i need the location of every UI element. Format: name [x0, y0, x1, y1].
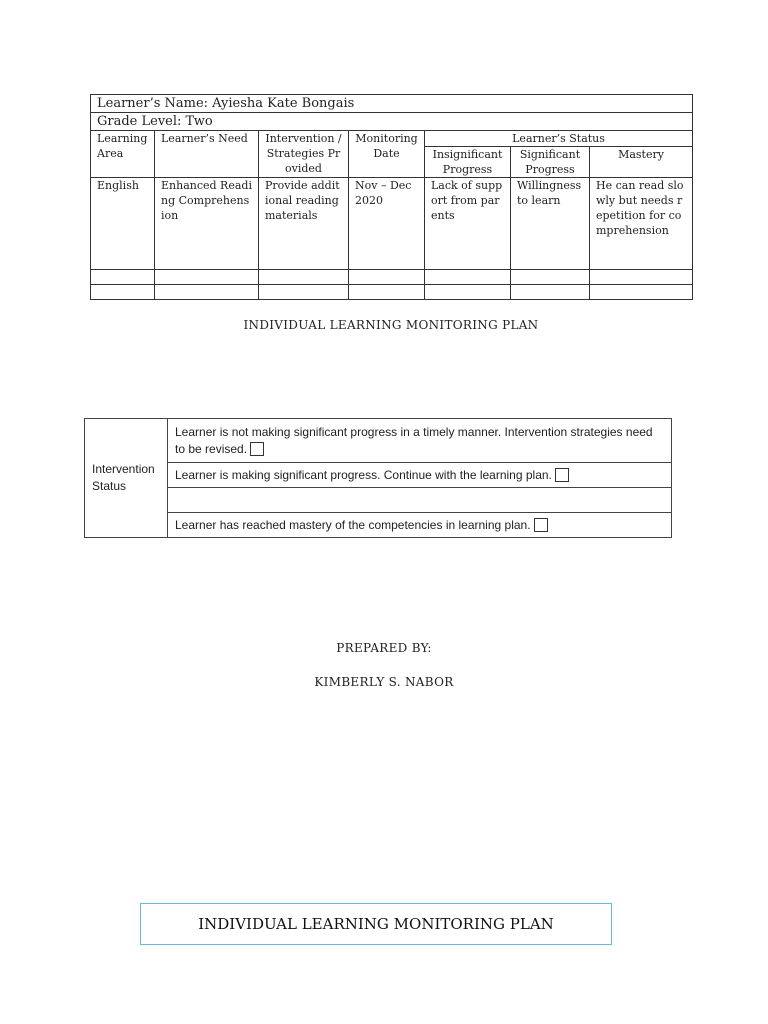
monitoring-plan-table — [90, 94, 693, 300]
header-monitoring-date: Monitoring Date — [349, 131, 425, 178]
prepared-by-label: PREPARED BY: — [336, 641, 432, 655]
status-option-continue — [168, 463, 672, 488]
header-learners-status: Learner’s Status — [425, 131, 693, 147]
cell-mastery: He can read slowly but needs repetition for comprehension — [590, 178, 693, 270]
cell-monitoring-date: Nov – Dec 2020 — [349, 178, 425, 270]
intervention-status-label: Intervention Status — [85, 419, 168, 538]
cell-intervention: Provide additional reading materials — [259, 178, 349, 270]
empty-row — [91, 270, 693, 285]
status-checkbox-revise[interactable] — [250, 442, 264, 456]
header-intervention: Intervention / Strategies Provided — [259, 131, 349, 178]
status-option-empty — [168, 488, 672, 513]
status-option-mastery-text: Learner has reached mastery of the competencies in learning plan. — [175, 517, 531, 532]
header-insignificant-progress: Insignificant Progress — [425, 147, 511, 178]
status-option-revise — [168, 419, 672, 463]
table-row — [91, 178, 693, 270]
cell-significant-progress: Willingness to learn — [511, 178, 590, 270]
header-learning-area: Learning Area — [91, 131, 155, 178]
header-significant-progress: Significant Progress — [511, 147, 590, 178]
intervention-status-table — [84, 418, 672, 538]
header-mastery: Mastery — [590, 147, 693, 178]
footer-title-box — [140, 903, 612, 945]
status-option-mastery — [168, 513, 672, 538]
status-option-continue-text: Learner is making significant progress. Continue with the learning plan. — [175, 467, 552, 482]
plan-caption: INDIVIDUAL LEARNING MONITORING PLAN — [243, 318, 539, 332]
header-learners-need: Learner’s Need — [155, 131, 259, 178]
learner-name: Learner’s Name: Ayiesha Kate Bongais — [91, 95, 693, 113]
status-option-revise-text: Learner is not making significant progress in a timely manner. Intervention strategies need to be revised. — [175, 424, 653, 456]
status-checkbox-continue[interactable] — [555, 468, 569, 482]
preparer-name: KIMBERLY S. NABOR — [314, 675, 454, 689]
cell-insignificant-progress: Lack of support from parents — [425, 178, 511, 270]
cell-learners-need: Enhanced Reading Comprehension — [155, 178, 259, 270]
grade-level: Grade Level: Two — [91, 113, 693, 131]
cell-learning-area: English — [91, 178, 155, 270]
empty-row — [91, 285, 693, 300]
status-checkbox-mastery[interactable] — [534, 518, 548, 532]
footer-title: INDIVIDUAL LEARNING MONITORING PLAN — [198, 915, 554, 933]
